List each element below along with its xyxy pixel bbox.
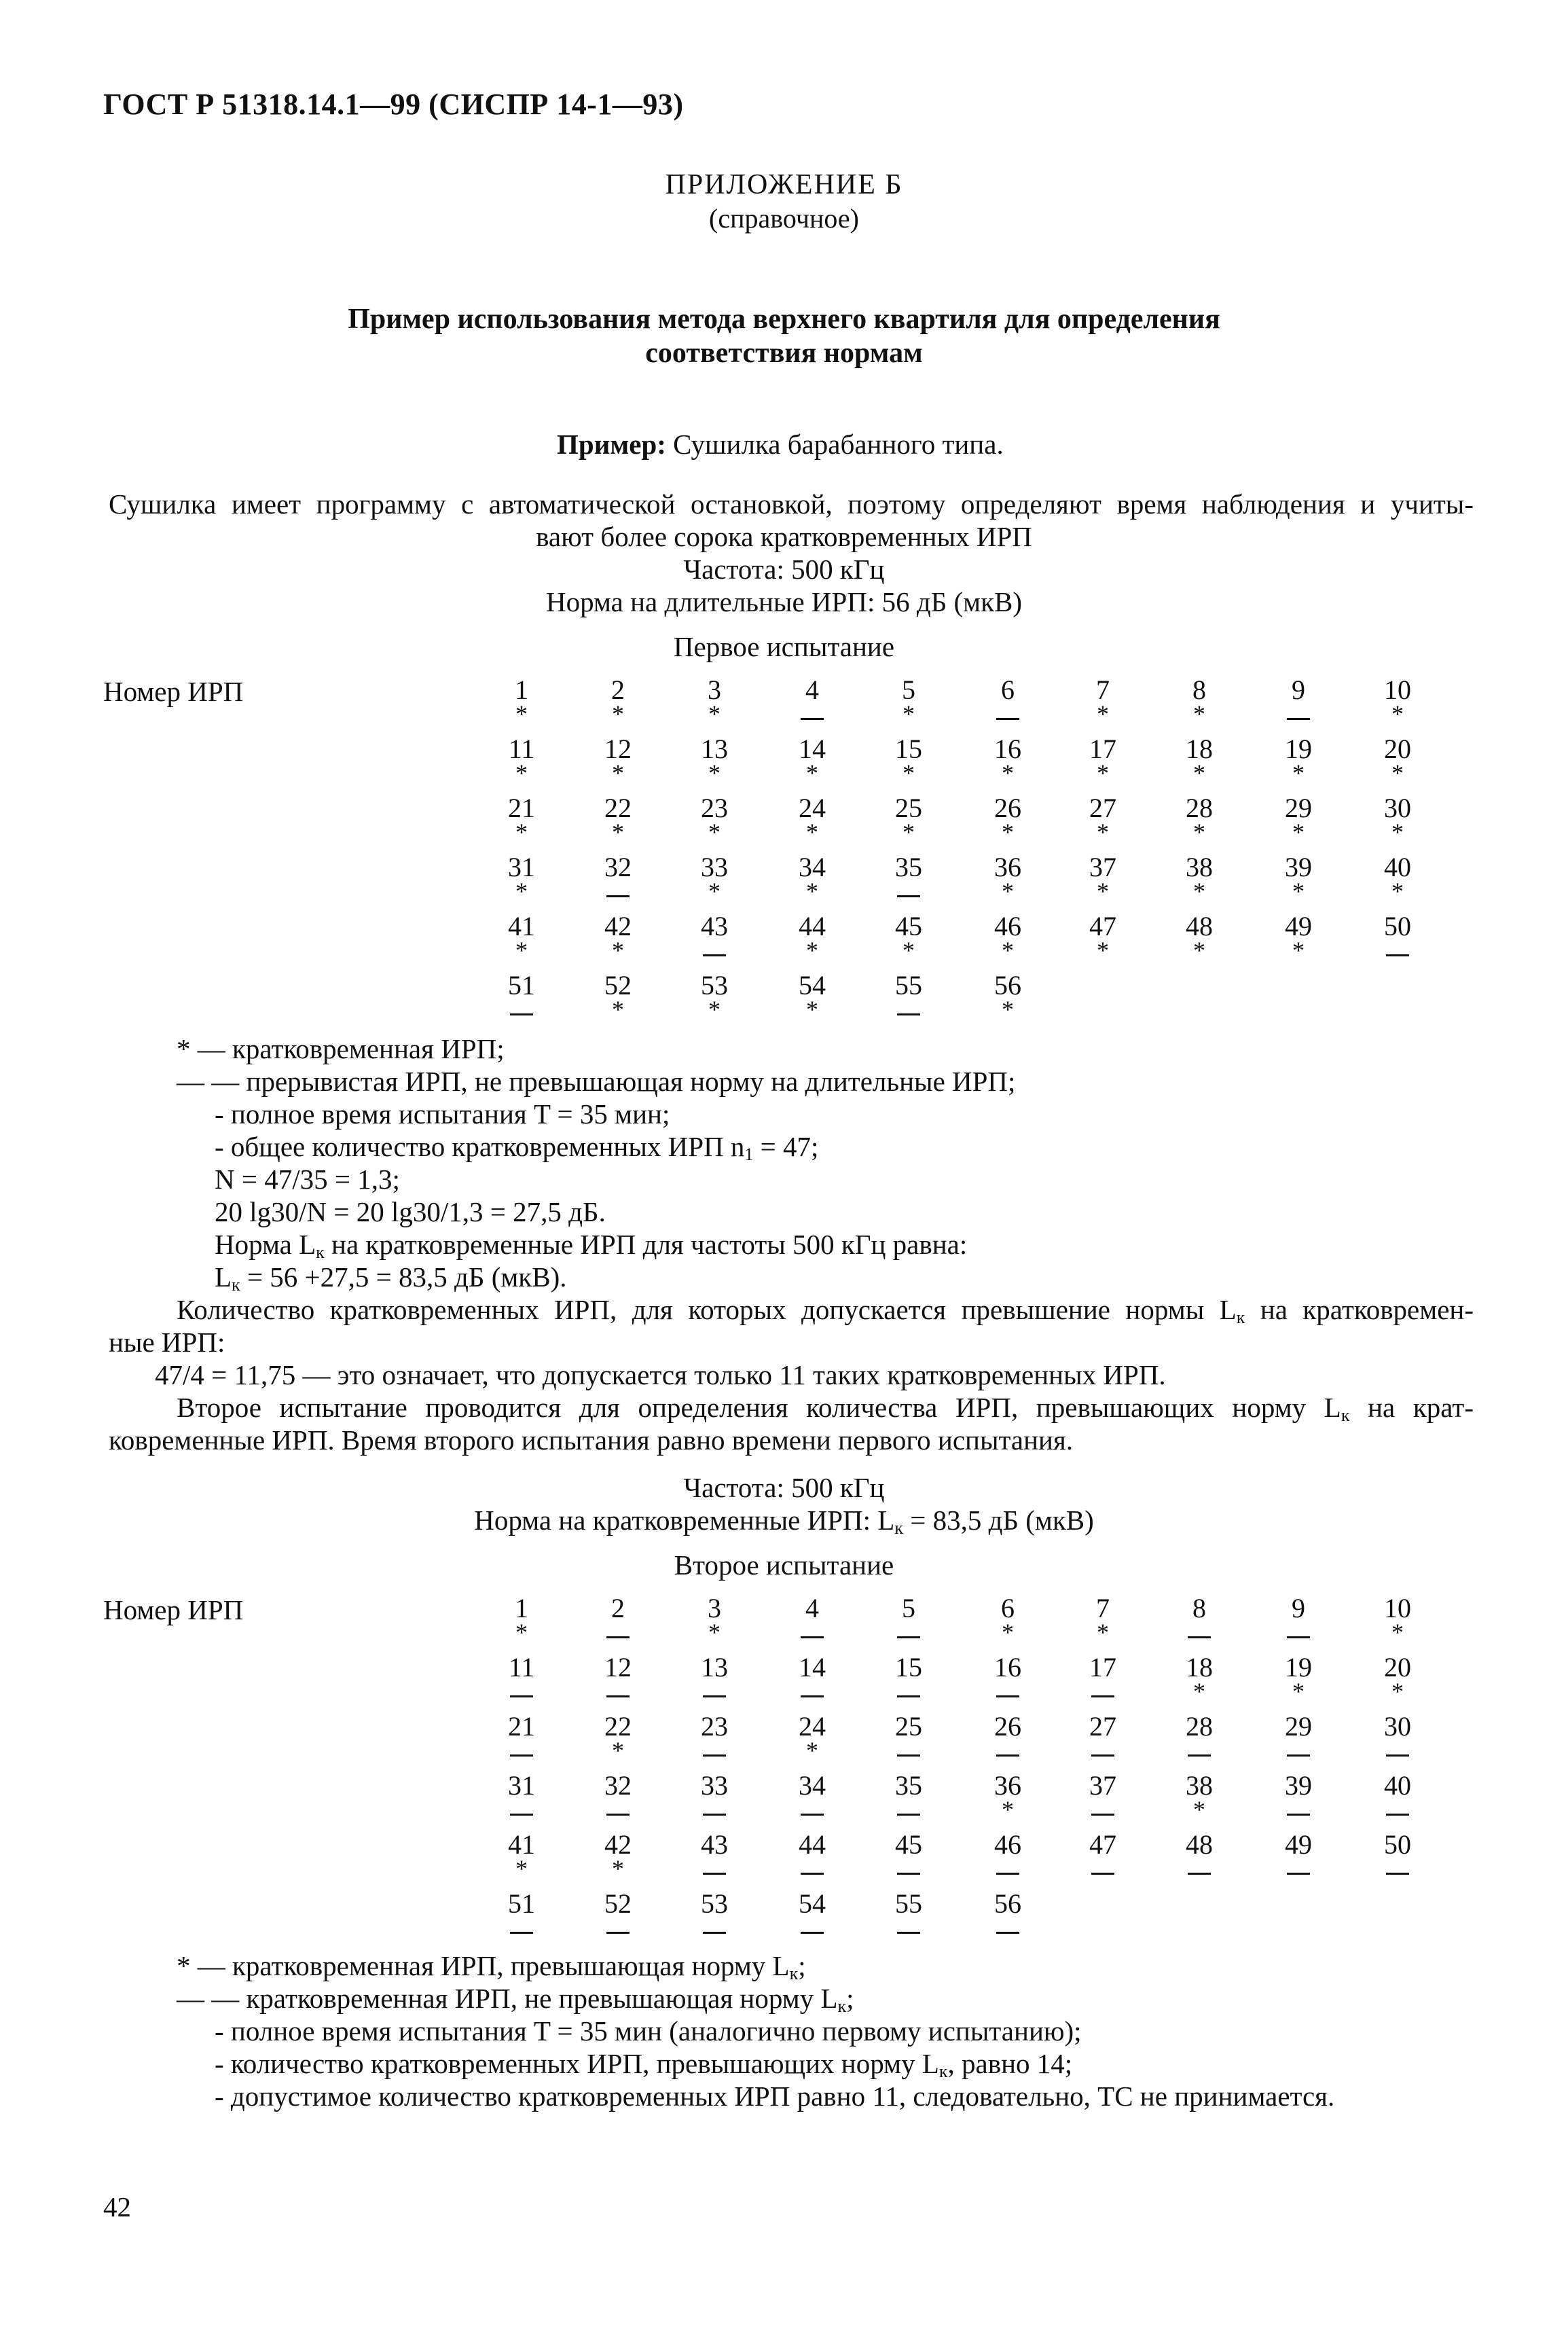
appendix-subtitle: (справочное) [709, 203, 859, 234]
legend2-verdict: - допустимое количество кратковременных ИРП равно 11, следовательно, ТС не принимается. [215, 2081, 1335, 2112]
test1-star-mark: * [1292, 878, 1305, 905]
test1-star-mark: * [708, 818, 721, 846]
test2-dash-mark [587, 1681, 649, 1708]
test2-number: 41 [508, 1829, 535, 1860]
test1-star-mark: * [1193, 818, 1205, 846]
test2-number: 30 [1384, 1711, 1411, 1742]
test1-number: 17 [1089, 734, 1116, 764]
test1-star-mark: * [515, 878, 528, 905]
test1-number: 44 [799, 911, 826, 941]
test2-number: 45 [895, 1829, 922, 1860]
legend1-allowed-line2: ные ИРП: [109, 1327, 225, 1358]
test2-dash-mark [491, 1681, 552, 1708]
test2-number: 16 [994, 1652, 1021, 1682]
test1-star-mark: * [1193, 700, 1205, 727]
test2-dash-mark [1367, 1799, 1428, 1826]
test1-star-mark: * [612, 937, 624, 964]
test1-number: 31 [508, 852, 535, 882]
test2-number: 38 [1186, 1770, 1213, 1801]
test1-star-mark: * [612, 818, 624, 846]
test1-number: 42 [604, 911, 632, 941]
test2-star-mark: * [1391, 1678, 1404, 1705]
test1-star-mark: * [612, 759, 624, 787]
test2-number: 14 [799, 1652, 826, 1682]
legend1-second-line2: ковременные ИРП. Время второго испытания равно времени первого испытания. [109, 1424, 1074, 1456]
test1-number: 32 [604, 852, 632, 882]
intro-line2: вают более сорока кратковременных ИРП [536, 521, 1032, 552]
test2-number: 27 [1089, 1711, 1116, 1742]
test2-number: 28 [1186, 1711, 1213, 1742]
legend1-count: - общее количество кратковременных ИРП $n_1 = 47$; [215, 1131, 819, 1164]
test2-number: 53 [701, 1888, 728, 1919]
test2-number: 26 [994, 1711, 1021, 1742]
document-header: ГОСТ Р 51318.14.1—99 (СИСПР 14-1—93) [103, 88, 684, 121]
test1-number: 45 [895, 911, 922, 941]
test2-dash-mark [1169, 1858, 1230, 1886]
test1-number: 34 [799, 852, 826, 882]
test1-star-mark: * [1002, 878, 1014, 905]
test1-number: 21 [508, 793, 535, 823]
test1-number: 28 [1186, 793, 1213, 823]
test1-number: 36 [994, 852, 1021, 882]
test2-number: 42 [604, 1829, 632, 1860]
test1-star-mark: * [902, 937, 915, 964]
legend1-lg-calc: 20 lg30/N = 20 lg30/1,3 = 27,5 дБ. [215, 1196, 606, 1227]
test1-number: 35 [895, 852, 922, 882]
test2-number: 13 [701, 1652, 728, 1682]
test2-dash-mark [878, 1622, 939, 1649]
test1-star-mark: * [1391, 700, 1404, 727]
test2-number: 22 [604, 1711, 632, 1742]
test1-number: 18 [1186, 734, 1213, 764]
test1-number: 9 [1292, 674, 1305, 705]
test1-number: 39 [1285, 852, 1312, 882]
test2-number: 15 [895, 1652, 922, 1682]
test2-number: 37 [1089, 1770, 1116, 1801]
test2-number: 47 [1089, 1829, 1116, 1860]
test1-number: 23 [701, 793, 728, 823]
test1-number: 47 [1089, 911, 1116, 941]
legend1-time: - полное время испытания T = 35 мин; [215, 1098, 670, 1130]
legend1-norm: Норма $L_к$ на кратковременные ИРП для частоты 500 кГц равна: [215, 1229, 968, 1262]
test1-number: 50 [1384, 911, 1411, 941]
test2-dash-mark [977, 1858, 1038, 1886]
test2-number: 50 [1384, 1829, 1411, 1860]
test2-dash-mark [684, 1799, 745, 1826]
test2-dash-mark [1072, 1799, 1133, 1826]
test2-dash-mark [491, 1918, 552, 1945]
test1-number: 38 [1186, 852, 1213, 882]
test2-star-mark: * [806, 1737, 818, 1764]
test2-star-mark: * [612, 1855, 624, 1882]
section-title-line2: соответствия нормам [645, 338, 923, 369]
legend2-exceed: - количество кратковременных ИРП, превышающих норму $L_к$, равно 14; [215, 2048, 1073, 2081]
test2-number: 4 [805, 1593, 819, 1623]
test2-number: 44 [799, 1829, 826, 1860]
test1-dash-mark [587, 881, 649, 908]
legend1-allowed: Количество кратковременных ИРП, для которых допускается превышение нормы $L_к$ на кратковремен- [177, 1294, 1474, 1327]
intro-norm: Норма на длительные ИРП: 56 дБ (мкВ) [545, 586, 1023, 617]
test2-star-mark: * [1097, 1619, 1109, 1646]
test2-dash-mark [782, 1681, 843, 1708]
test2-dash-mark [1072, 1681, 1133, 1708]
test1-star-mark: * [515, 818, 528, 846]
test1-star-mark: * [708, 878, 721, 905]
params2-norm: Норма на кратковременные ИРП: $L_к = 83,5$ дБ (мкВ) [474, 1505, 1094, 1538]
test2-dash-mark [1169, 1740, 1230, 1767]
test2-number: 40 [1384, 1770, 1411, 1801]
test1-star-mark: * [708, 996, 721, 1023]
test2-dash-mark [782, 1918, 843, 1945]
test2-number: 23 [701, 1711, 728, 1742]
test2-dash-mark [977, 1681, 1038, 1708]
test1-number: 55 [895, 970, 922, 1001]
test2-star-mark: * [612, 1737, 624, 1764]
test1-number: 8 [1192, 674, 1206, 705]
legend1-n-calc: N = 47/35 = 1,3; [215, 1164, 400, 1195]
test1-number: 30 [1384, 793, 1411, 823]
test2-dash-mark [782, 1799, 843, 1826]
test2-number: 10 [1384, 1593, 1411, 1623]
test1-number: 11 [508, 734, 535, 764]
test1-number: 56 [994, 970, 1021, 1001]
test1-number: 46 [994, 911, 1021, 941]
test2-dash-mark [1268, 1740, 1329, 1767]
test2-number: 51 [508, 1888, 535, 1919]
test1-star-mark: * [1391, 759, 1404, 787]
legend1-quartile: 47/4 = 11,75 — это означает, что допускается только 11 таких кратковременных ИРП. [155, 1359, 1166, 1390]
test2-number: 32 [604, 1770, 632, 1801]
test1-dash-mark [1367, 940, 1428, 967]
test2-dash-mark [1268, 1622, 1329, 1649]
test2-number: 1 [515, 1593, 528, 1623]
test2-number: 43 [701, 1829, 728, 1860]
test1-star-mark: * [806, 937, 818, 964]
test1-star-mark: * [1002, 818, 1014, 846]
test1-number: 13 [701, 734, 728, 764]
test2-dash-mark [587, 1918, 649, 1945]
test1-number: 37 [1089, 852, 1116, 882]
test1-number: 6 [1001, 674, 1015, 705]
test2-number: 5 [902, 1593, 915, 1623]
test1-star-mark: * [612, 700, 624, 727]
test2-dash-mark [782, 1622, 843, 1649]
test1-star-mark: * [1002, 996, 1014, 1023]
test1-star-mark: * [1002, 759, 1014, 787]
legend2-time: - полное время испытания T = 35 мин (аналогично первому испытанию); [215, 2015, 1082, 2047]
test1-star-mark: * [515, 937, 528, 964]
test1-star-mark: * [1193, 937, 1205, 964]
test1-number: 43 [701, 911, 728, 941]
test1-number: 29 [1285, 793, 1312, 823]
test2-dash-mark [878, 1799, 939, 1826]
test2-number: 35 [895, 1770, 922, 1801]
test1-row-label: Номер ИРП [103, 676, 244, 707]
test2-star-mark: * [708, 1619, 721, 1646]
test1-number: 12 [604, 734, 632, 764]
legend1-second: Второе испытание проводится для определения количества ИРП, превышающих норму $L_к$ на крат- [177, 1392, 1474, 1425]
test1-star-mark: * [515, 759, 528, 787]
test1-star-mark: * [806, 996, 818, 1023]
test2-number: 21 [508, 1711, 535, 1742]
test1-number: 26 [994, 793, 1021, 823]
test1-number: 14 [799, 734, 826, 764]
test1-number: 33 [701, 852, 728, 882]
test1-star-mark: * [1193, 759, 1205, 787]
test1-number: 54 [799, 970, 826, 1001]
page-number: 42 [103, 2191, 131, 2222]
example-label: Пример: [557, 429, 666, 460]
test1-number: 15 [895, 734, 922, 764]
test1-dash-mark [878, 999, 939, 1026]
test2-number: 19 [1285, 1652, 1312, 1682]
test1-number: 40 [1384, 852, 1411, 882]
test1-number: 2 [611, 674, 625, 705]
test2-dash-mark [1268, 1799, 1329, 1826]
intro-frequency: Частота: 500 кГц [683, 554, 885, 585]
test2-dash-mark [684, 1918, 745, 1945]
test2-star-mark: * [515, 1855, 528, 1882]
test2-number: 54 [799, 1888, 826, 1919]
test1-number: 4 [805, 674, 819, 705]
test2-number: 6 [1001, 1593, 1015, 1623]
test1-star-mark: * [1193, 878, 1205, 905]
test2-dash-mark [684, 1681, 745, 1708]
test2-star-mark: * [1002, 1619, 1014, 1646]
intro-line1: Сушилка имеет программу с автоматической остановкой, поэтому определяют время наблюдения и учиты- [109, 488, 1474, 520]
test2-dash-mark [1268, 1858, 1329, 1886]
test1-title: Первое испытание [673, 631, 895, 662]
test1-star-mark: * [1097, 937, 1109, 964]
legend1-dash: — — прерывистая ИРП, не превышающая норму на длительные ИРП; [177, 1066, 1016, 1097]
test2-dash-mark [878, 1740, 939, 1767]
test1-star-mark: * [1292, 759, 1305, 787]
test1-number: 25 [895, 793, 922, 823]
test1-dash-mark [878, 881, 939, 908]
test2-dash-mark [1072, 1858, 1133, 1886]
test1-star-mark: * [612, 996, 624, 1023]
test2-dash-mark [1072, 1740, 1133, 1767]
test2-title: Второе испытание [674, 1549, 894, 1581]
appendix-title: ПРИЛОЖЕНИЕ Б [665, 169, 903, 200]
test2-dash-mark [878, 1681, 939, 1708]
legend1-lk: $L_к = 56 +27,5 = 83,5$ дБ (мкВ). [215, 1261, 567, 1295]
test1-number: 41 [508, 911, 535, 941]
test1-number: 7 [1096, 674, 1110, 705]
test1-number: 48 [1186, 911, 1213, 941]
test2-number: 34 [799, 1770, 826, 1801]
test1-star-mark: * [1097, 700, 1109, 727]
test2-dash-mark [1169, 1622, 1230, 1649]
test2-number: 46 [994, 1829, 1021, 1860]
test1-number: 19 [1285, 734, 1312, 764]
test1-dash-mark [491, 999, 552, 1026]
test1-number: 53 [701, 970, 728, 1001]
test2-number: 31 [508, 1770, 535, 1801]
test1-number: 52 [604, 970, 632, 1001]
test1-star-mark: * [806, 759, 818, 787]
test1-star-mark: * [1097, 759, 1109, 787]
test2-number: 18 [1186, 1652, 1213, 1682]
test2-number: 17 [1089, 1652, 1116, 1682]
test2-star-mark: * [1292, 1678, 1305, 1705]
test2-number: 7 [1096, 1593, 1110, 1623]
test1-star-mark: * [1292, 818, 1305, 846]
test2-number: 2 [611, 1593, 625, 1623]
test1-number: 27 [1089, 793, 1116, 823]
example-text: Сушилка барабанного типа. [673, 429, 1004, 460]
test1-star-mark: * [806, 878, 818, 905]
test1-number: 5 [902, 674, 915, 705]
test1-star-mark: * [1002, 937, 1014, 964]
section-title-line1: Пример использования метода верхнего квартиля для определения [348, 304, 1220, 335]
test1-number: 20 [1384, 734, 1411, 764]
test1-star-mark: * [515, 700, 528, 727]
test1-number: 49 [1285, 911, 1312, 941]
test2-number: 25 [895, 1711, 922, 1742]
test2-number: 24 [799, 1711, 826, 1742]
test2-dash-mark [684, 1740, 745, 1767]
legend2-star: * — кратковременная ИРП, превышающая норму $L_к$; [177, 1950, 806, 1983]
test2-star-mark: * [1193, 1796, 1205, 1823]
test1-number: 1 [515, 674, 528, 705]
legend1-star: * — кратковременная ИРП; [177, 1033, 505, 1064]
test2-dash-mark [1367, 1740, 1428, 1767]
test2-dash-mark [1367, 1858, 1428, 1886]
test1-star-mark: * [1097, 878, 1109, 905]
test1-number: 3 [708, 674, 721, 705]
test2-dash-mark [684, 1858, 745, 1886]
test2-dash-mark [491, 1799, 552, 1826]
legend2-dash: — — кратковременная ИРП, не превышающая норму $L_к$; [177, 1983, 854, 2016]
test1-star-mark: * [1292, 937, 1305, 964]
test1-star-mark: * [708, 700, 721, 727]
test1-number: 10 [1384, 674, 1411, 705]
test2-dash-mark [878, 1858, 939, 1886]
test2-number: 9 [1292, 1593, 1305, 1623]
test1-star-mark: * [708, 759, 721, 787]
params2-frequency: Частота: 500 кГц [683, 1472, 885, 1503]
test2-star-mark: * [1193, 1678, 1205, 1705]
test1-number: 51 [508, 970, 535, 1001]
test2-dash-mark [491, 1740, 552, 1767]
test2-dash-mark [977, 1918, 1038, 1945]
test2-dash-mark [587, 1622, 649, 1649]
test1-star-mark: * [902, 759, 915, 787]
test1-dash-mark [977, 704, 1038, 731]
test2-star-mark: * [1391, 1619, 1404, 1646]
test1-star-mark: * [1391, 878, 1404, 905]
test2-row-label: Номер ИРП [103, 1594, 244, 1625]
test2-number: 39 [1285, 1770, 1312, 1801]
test1-star-mark: * [806, 818, 818, 846]
test2-number: 11 [508, 1652, 535, 1682]
example-line [557, 428, 1004, 461]
test2-dash-mark [878, 1918, 939, 1945]
test2-number: 48 [1186, 1829, 1213, 1860]
test2-number: 52 [604, 1888, 632, 1919]
test2-number: 36 [994, 1770, 1021, 1801]
test1-number: 22 [604, 793, 632, 823]
test1-dash-mark [782, 704, 843, 731]
test2-number: 33 [701, 1770, 728, 1801]
test2-number: 8 [1192, 1593, 1206, 1623]
test2-dash-mark [782, 1858, 843, 1886]
test2-number: 3 [708, 1593, 721, 1623]
test2-dash-mark [977, 1740, 1038, 1767]
test1-dash-mark [1268, 704, 1329, 731]
test2-number: 55 [895, 1888, 922, 1919]
test2-number: 29 [1285, 1711, 1312, 1742]
test1-number: 16 [994, 734, 1021, 764]
test2-number: 20 [1384, 1652, 1411, 1682]
test1-star-mark: * [902, 818, 915, 846]
test1-number: 24 [799, 793, 826, 823]
test2-dash-mark [587, 1799, 649, 1826]
test2-star-mark: * [515, 1619, 528, 1646]
test1-star-mark: * [902, 700, 915, 727]
test2-number: 56 [994, 1888, 1021, 1919]
test2-number: 12 [604, 1652, 632, 1682]
test1-star-mark: * [1097, 818, 1109, 846]
test1-star-mark: * [1391, 818, 1404, 846]
test1-dash-mark [684, 940, 745, 967]
test2-number: 49 [1285, 1829, 1312, 1860]
test2-star-mark: * [1002, 1796, 1014, 1823]
